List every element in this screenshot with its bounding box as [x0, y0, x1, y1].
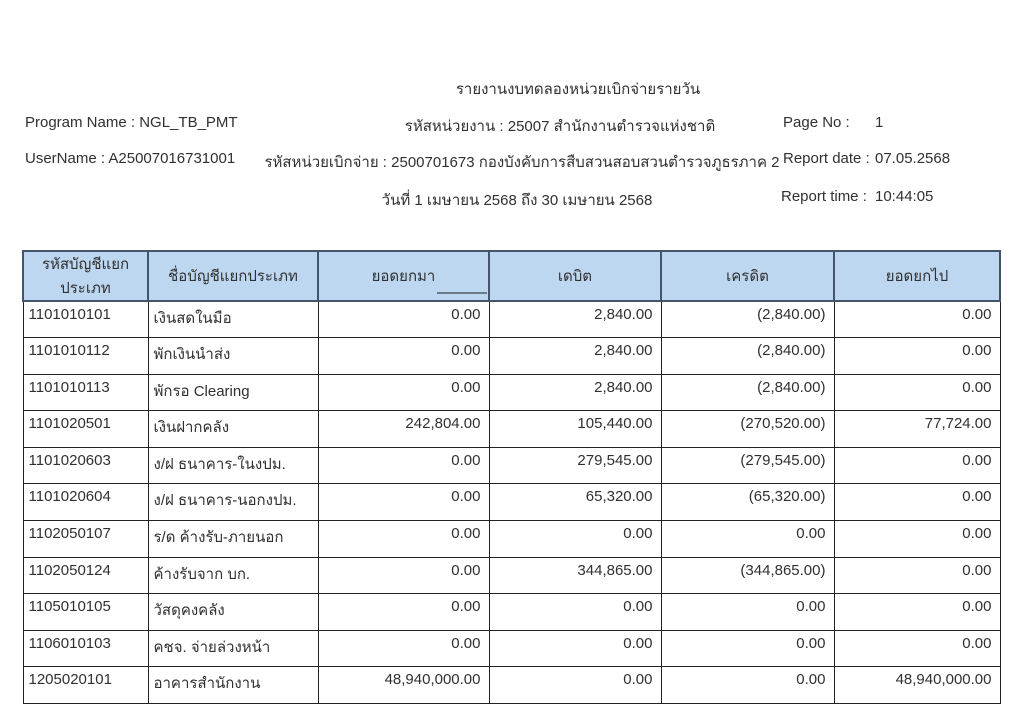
account-code-cell: 1105010105	[23, 594, 148, 631]
trial-balance-grid	[22, 250, 1001, 704]
account-code-cell: 1101010113	[23, 374, 148, 411]
credit-cell: (279,545.00)	[661, 447, 834, 484]
account-name-cell: ร/ด ค้างรับ-ภายนอก	[148, 521, 318, 558]
col-header-balance-brought-forward: ยอดยกมา	[318, 251, 489, 301]
credit-cell: 0.00	[661, 630, 834, 667]
balance-brought-forward-cell: 242,804.00	[318, 411, 489, 448]
date-range-line: วันที่ 1 เมษายน 2568 ถึง 30 เมษายน 2568	[381, 192, 653, 209]
debit-cell: 105,440.00	[489, 411, 661, 448]
report-title: รายงานงบทดลองหน่วยเบิกจ่ายรายวัน	[455, 81, 701, 98]
table-body	[23, 301, 1000, 704]
credit-cell: (2,840.00)	[661, 374, 834, 411]
balance-brought-forward-cell: 0.00	[318, 447, 489, 484]
report-time-label: Report time :	[781, 188, 867, 205]
balance-carried-forward-cell: 0.00	[834, 630, 1000, 667]
program-name-value: NGL_TB_PMT	[139, 114, 238, 131]
table-row	[23, 338, 1000, 375]
page-no-label: Page No :	[783, 114, 850, 131]
col-header-credit: เครดิต	[661, 251, 834, 301]
page-no-value: 1	[875, 114, 884, 131]
debit-cell: 0.00	[489, 521, 661, 558]
credit-cell: 0.00	[661, 594, 834, 631]
table-row	[23, 484, 1000, 521]
account-code-cell: 1101010101	[23, 301, 148, 338]
col-header-balance-carried-forward: ยอดยกไป	[834, 251, 1000, 301]
account-name-cell: คชจ. จ่ายล่วงหน้า	[148, 630, 318, 667]
table-row	[23, 630, 1000, 667]
account-code-cell: 1101010112	[23, 338, 148, 375]
account-name-cell: เงินสดในมือ	[148, 301, 318, 338]
debit-cell: 344,865.00	[489, 557, 661, 594]
col-header-debit: เดบิต	[489, 251, 661, 301]
table-row	[23, 557, 1000, 594]
debit-cell: 0.00	[489, 667, 661, 704]
header-underline-artifact	[437, 292, 487, 294]
account-name-cell: ง/ฝ ธนาคาร-นอกงปม.	[148, 484, 318, 521]
balance-carried-forward-cell: 0.00	[834, 301, 1000, 338]
username-label: UserName :	[25, 150, 106, 167]
account-code-cell: 1102050107	[23, 521, 148, 558]
username-value: A25007016731001	[108, 150, 236, 167]
account-code-cell: 1101020604	[23, 484, 148, 521]
table-row	[23, 374, 1000, 411]
balance-brought-forward-cell: 0.00	[318, 484, 489, 521]
balance-brought-forward-cell: 0.00	[318, 557, 489, 594]
username-row	[25, 150, 235, 167]
table-row	[23, 594, 1000, 631]
table-row	[23, 301, 1000, 338]
account-name-cell: พักเงินนำส่ง	[148, 338, 318, 375]
account-name-cell: ง/ฝ ธนาคาร-ในงปม.	[148, 447, 318, 484]
balance-carried-forward-cell: 0.00	[834, 521, 1000, 558]
account-code-cell: 1101020501	[23, 411, 148, 448]
table-row	[23, 667, 1000, 704]
credit-cell: 0.00	[661, 521, 834, 558]
credit-cell: (2,840.00)	[661, 301, 834, 338]
debit-cell: 279,545.00	[489, 447, 661, 484]
table-row	[23, 447, 1000, 484]
debit-cell: 2,840.00	[489, 301, 661, 338]
debit-cell: 2,840.00	[489, 338, 661, 375]
account-code-cell: 1205020101	[23, 667, 148, 704]
balance-brought-forward-cell: 0.00	[318, 594, 489, 631]
account-name-cell: อาคารสำนักงาน	[148, 667, 318, 704]
table-header-row	[23, 251, 1000, 301]
report-time-value: 10:44:05	[875, 188, 934, 205]
balance-carried-forward-cell: 0.00	[834, 447, 1000, 484]
account-code-cell: 1101020603	[23, 447, 148, 484]
debit-cell: 0.00	[489, 594, 661, 631]
account-name-cell: พักรอ Clearing	[148, 374, 318, 411]
col-header-account-name: ชื่อบัญชีแยกประเภท	[148, 251, 318, 301]
trial-balance-table	[22, 250, 999, 704]
balance-carried-forward-cell: 48,940,000.00	[834, 667, 1000, 704]
debit-cell: 65,320.00	[489, 484, 661, 521]
account-code-cell: 1102050124	[23, 557, 148, 594]
credit-cell: (344,865.00)	[661, 557, 834, 594]
account-name-cell: ค้างรับจาก บก.	[148, 557, 318, 594]
report-date-label: Report date :	[783, 150, 870, 167]
table-header	[23, 251, 1000, 301]
balance-brought-forward-cell: 48,940,000.00	[318, 667, 489, 704]
balance-brought-forward-cell: 0.00	[318, 630, 489, 667]
account-name-cell: เงินฝากคลัง	[148, 411, 318, 448]
balance-brought-forward-cell: 0.00	[318, 338, 489, 375]
credit-cell: (270,520.00)	[661, 411, 834, 448]
debit-cell: 2,840.00	[489, 374, 661, 411]
balance-brought-forward-cell: 0.00	[318, 521, 489, 558]
balance-carried-forward-cell: 0.00	[834, 338, 1000, 375]
program-name-label: Program Name :	[25, 114, 136, 131]
table-row	[23, 411, 1000, 448]
balance-brought-forward-cell: 0.00	[318, 301, 489, 338]
balance-carried-forward-cell: 0.00	[834, 484, 1000, 521]
balance-carried-forward-cell: 77,724.00	[834, 411, 1000, 448]
account-name-cell: วัสดุคงคลัง	[148, 594, 318, 631]
agency-line: รหัสหน่วยงาน : 25007 สำนักงานตำรวจแห่งชาติ	[404, 118, 716, 135]
table-row	[23, 521, 1000, 558]
account-code-cell: 1106010103	[23, 630, 148, 667]
balance-carried-forward-cell: 0.00	[834, 594, 1000, 631]
col-header-account-code: รหัสบัญชีแยกประเภท	[23, 251, 148, 301]
report-date-value: 07.05.2568	[875, 150, 951, 167]
credit-cell: (65,320.00)	[661, 484, 834, 521]
balance-brought-forward-cell: 0.00	[318, 374, 489, 411]
debit-cell: 0.00	[489, 630, 661, 667]
credit-cell: (2,840.00)	[661, 338, 834, 375]
balance-carried-forward-cell: 0.00	[834, 374, 1000, 411]
disbursement-unit-line: รหัสหน่วยเบิกจ่าย : 2500701673 กองบังคับการสืบสวนสอบสวนตำรวจภูธรภาค 2	[264, 154, 780, 171]
balance-carried-forward-cell: 0.00	[834, 557, 1000, 594]
program-name-row	[25, 114, 238, 131]
credit-cell: 0.00	[661, 667, 834, 704]
